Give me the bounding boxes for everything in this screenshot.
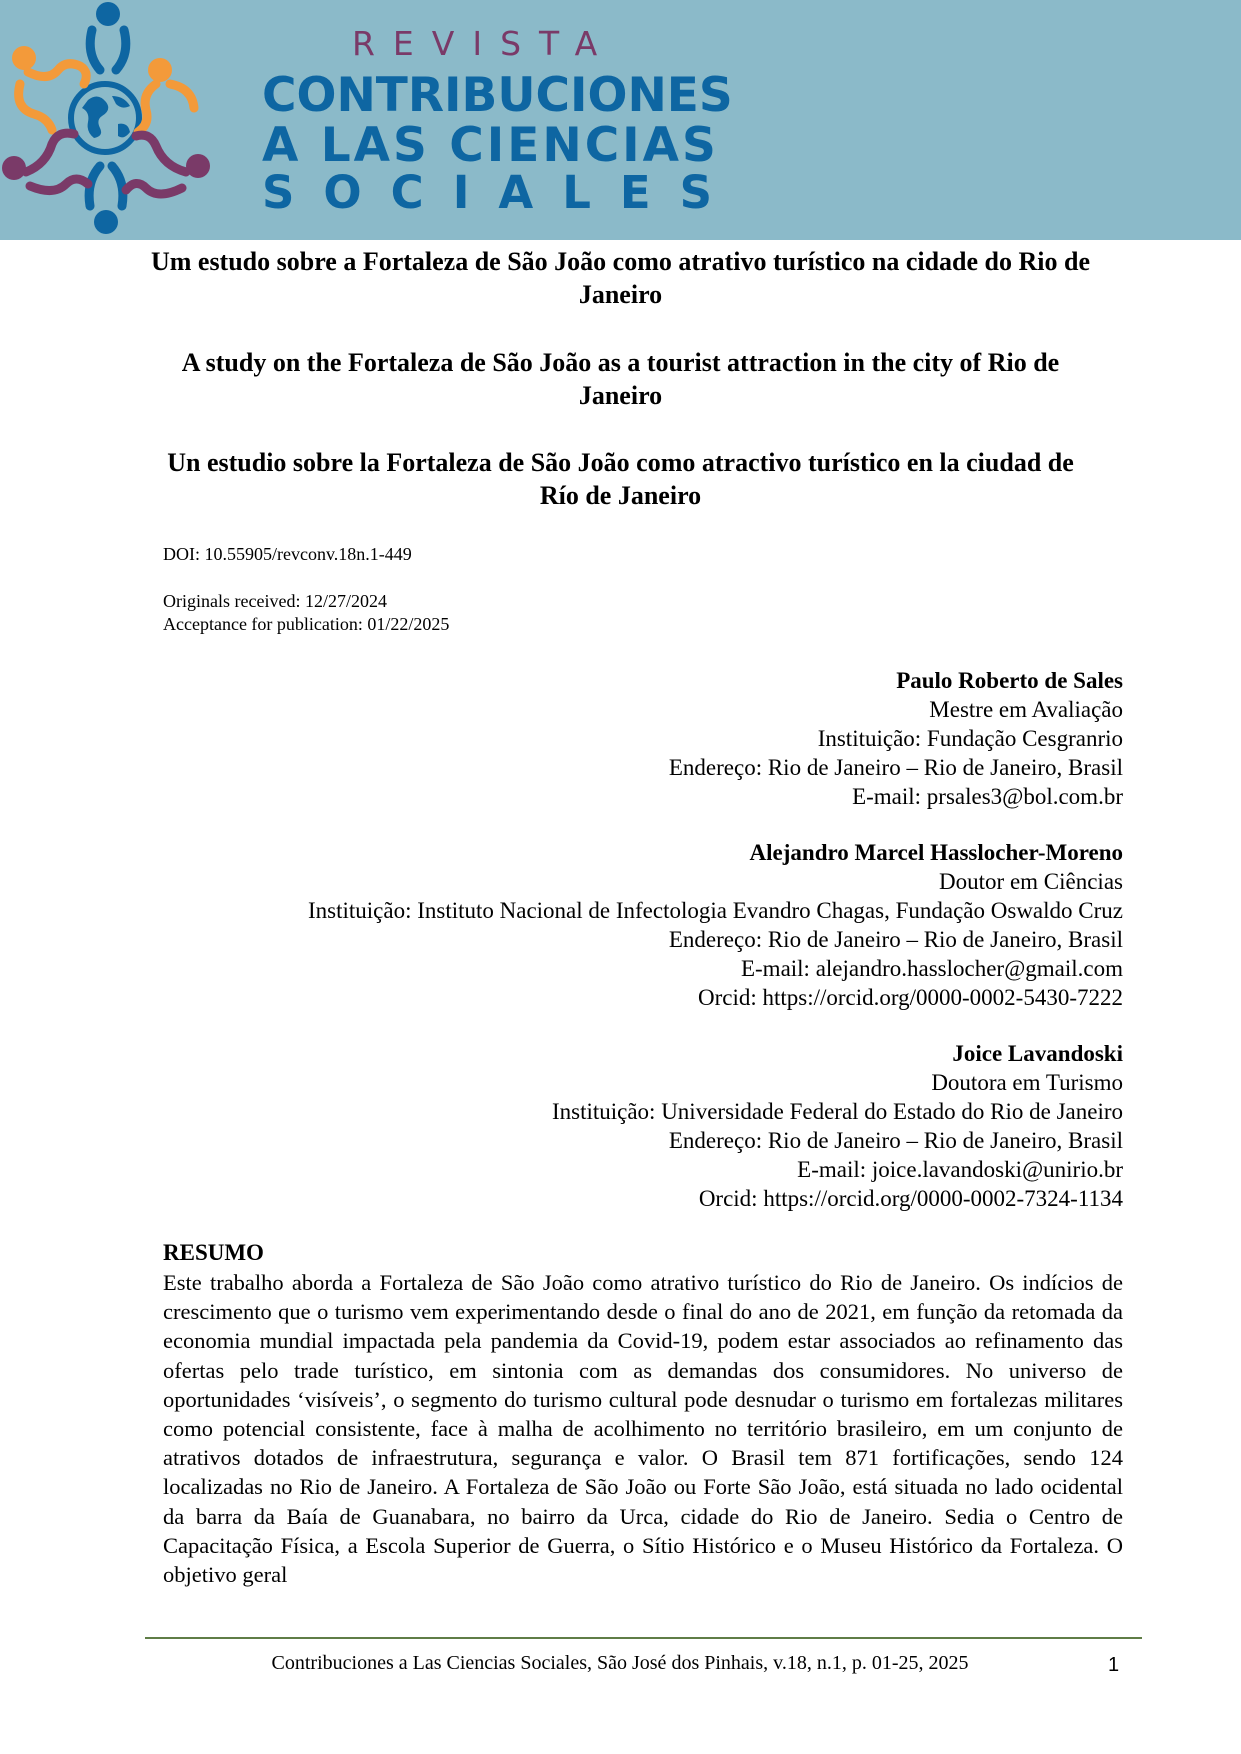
author-name: Joice Lavandoski [952, 1041, 1123, 1066]
author-email: E-mail: joice.lavandoski@unirio.br [797, 1157, 1123, 1182]
author-degree: Doutor em Ciências [939, 869, 1123, 894]
author-orcid: Orcid: https://orcid.org/0000-0002-5430-7222 [697, 985, 1123, 1010]
title-portuguese: Um estudo sobre a Fortaleza de São João como atrativo turístico na cidade do Rio de Janeiro [150, 247, 1091, 309]
author-block [308, 838, 1123, 1012]
author-address: Endereço: Rio de Janeiro – Rio de Janeiro, Brasil [668, 1128, 1123, 1153]
author-orcid: Orcid: https://orcid.org/0000-0002-7324-1134 [698, 1186, 1123, 1211]
author-block [552, 1039, 1123, 1213]
author-address: Endereço: Rio de Janeiro – Rio de Janeiro, Brasil [668, 755, 1123, 780]
received-date: Originals received: 12/27/2024 [163, 591, 387, 611]
author-institution: Instituição: Universidade Federal do Estado do Rio de Janeiro [551, 1099, 1123, 1124]
author-email: E-mail: prsales3@bol.com.br [852, 784, 1123, 809]
author-institution: Instituição: Fundação Cesgranrio [817, 726, 1123, 751]
footer-citation: Contribuciones a Las Ciencias Sociales, São José dos Pinhais, v.18, n.1, p. 01-25, 2025 [271, 1652, 969, 1674]
acceptance-date: Acceptance for publication: 01/22/2025 [163, 614, 450, 634]
author-name: Paulo Roberto de Sales [896, 668, 1123, 693]
journal-brand-line-3: SOCIALES [262, 166, 742, 219]
author-address: Endereço: Rio de Janeiro – Rio de Janeiro, Brasil [668, 927, 1123, 952]
resumo-heading: RESUMO [163, 1240, 264, 1265]
doi-line: DOI: 10.55905/revconv.18n.1-449 [163, 544, 412, 564]
author-block [669, 666, 1123, 811]
footer-divider [145, 1637, 1142, 1639]
author-name: Alejandro Marcel Hasslocher-Moreno [749, 840, 1123, 865]
author-institution: Instituição: Instituto Nacional de Infectologia Evandro Chagas, Fundação Oswaldo Cruz [307, 898, 1123, 923]
journal-brand-line-1: CONTRIBUCIONES [262, 68, 733, 123]
author-email: E-mail: alejandro.hasslocher@gmail.com [740, 956, 1123, 981]
journal-brand-line-2: A LAS CIENCIAS [262, 118, 719, 173]
resumo-paragraph: Este trabalho aborda a Fortaleza de São João como atrativo turístico do Rio de Janeiro. Os indícios de crescimento que o turismo vem experimentando desde o final do ano de 2021, em função da retomada da economia mundial impactada pela pandemia da Covid-19, podem estar associados ao refinamento das ofertas pelo trade turístico, em sintonia com as demandas dos consumidores. No universo de oportunidades ‘visíveis’, o segmento do turismo cultural pode desnudar o turismo em fortalezas militares como potencial consistente, face à malha de acolhimento no território brasileiro, em um conjunto de atrativos dotados de infraestrutura, segurança e valor. O Brasil tem 871 fortificações, sendo 124 localizadas no Rio de Janeiro. A Fortaleza de São João ou Forte São João, está situada no lado ocidental da barra da Baía de Guanabara, no bairro da Urca, cidade do Rio de Janeiro. Sedia o Centro de Capacitação Física, a Escola Superior de Guerra, o Sítio Histórico e o Museu Histórico da Fortaleza. O objetivo geral [163, 1270, 1123, 1588]
title-spanish: Un estudio sobre la Fortaleza de São João como atractivo turístico en la ciudad de Río de Janeiro [167, 448, 1074, 510]
journal-logo-icon [0, 0, 240, 240]
page-number: 1 [1108, 1654, 1120, 1676]
journal-brand-revista: REVISTA [352, 24, 616, 63]
author-degree: Mestre em Avaliação [929, 697, 1123, 722]
title-english: A study on the Fortaleza de São João as a tourist attraction in the city of Rio de Janeiro [181, 348, 1060, 410]
author-degree: Doutora em Turismo [931, 1070, 1123, 1095]
